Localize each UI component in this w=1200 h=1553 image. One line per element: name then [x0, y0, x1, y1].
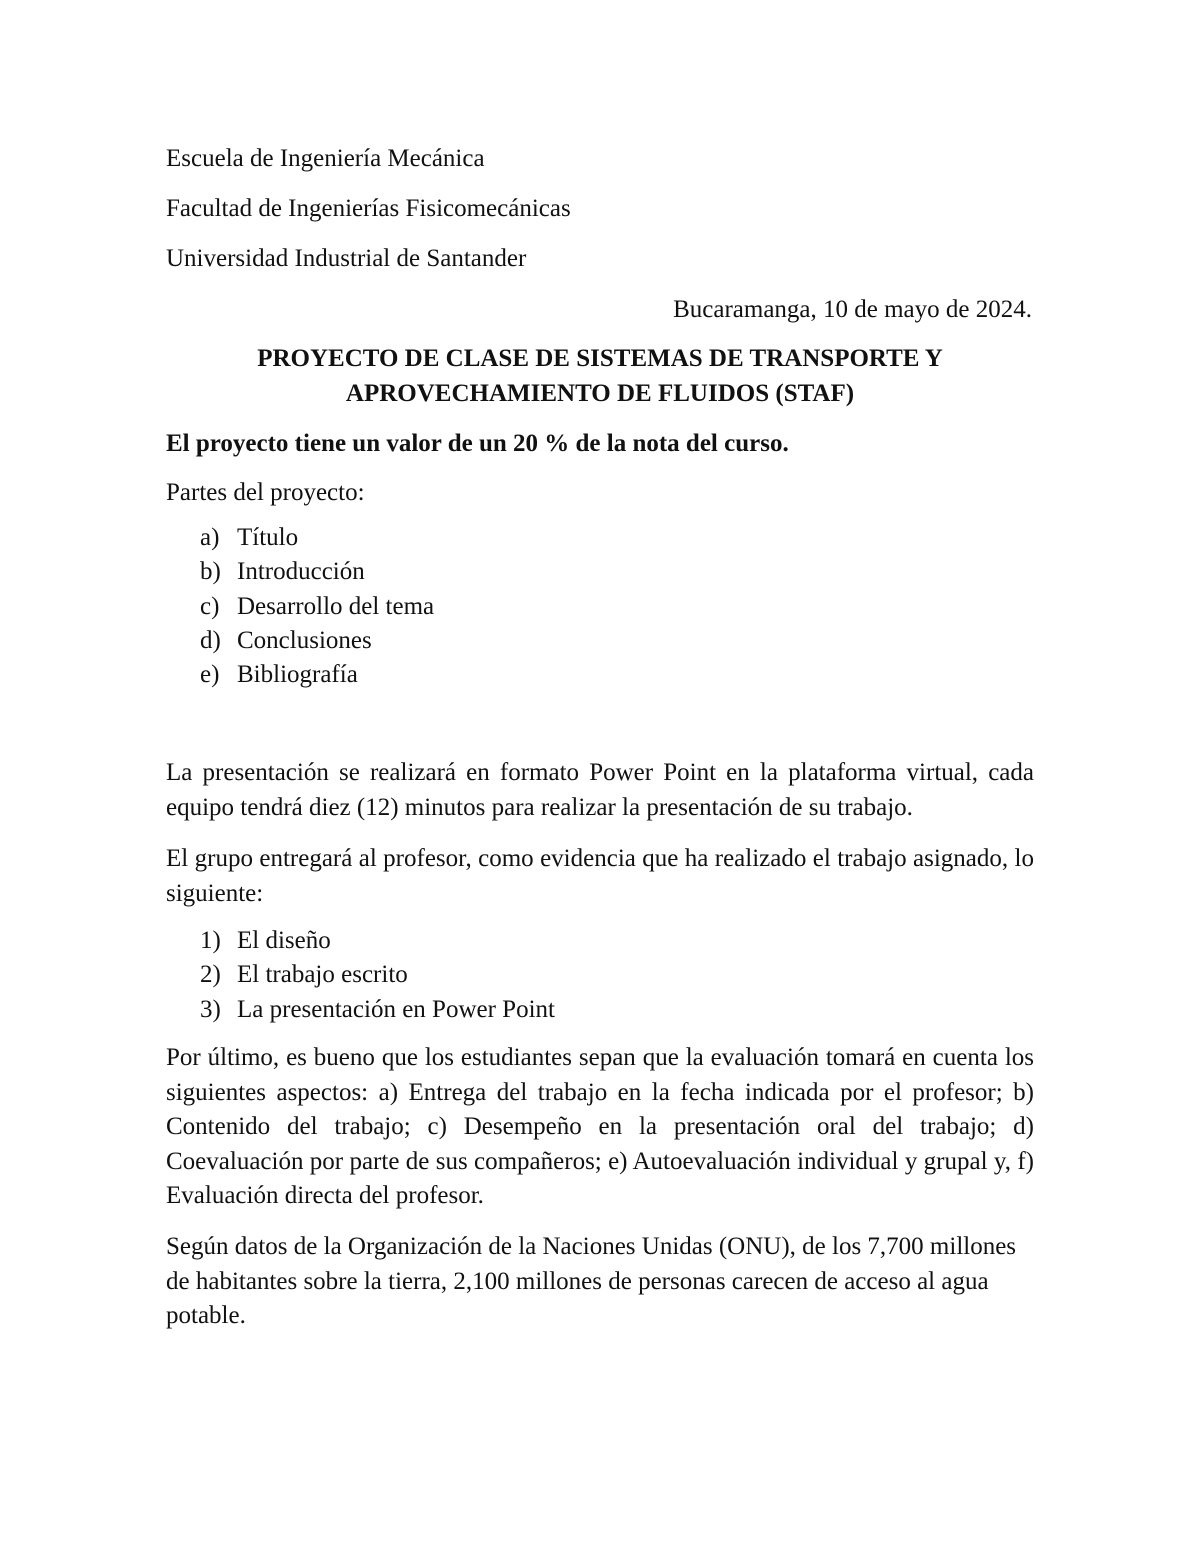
list-marker: c)	[200, 592, 220, 620]
list-marker: a)	[200, 524, 220, 551]
list-marker: 1)	[200, 927, 221, 954]
list-item	[200, 658, 434, 692]
list-item-text: El diseño	[237, 927, 331, 954]
list-item-text: Desarrollo del tema	[237, 592, 435, 620]
list-item	[200, 958, 555, 992]
list-item-text: Título	[237, 524, 299, 551]
list-item-text: La presentación en Power Point	[237, 995, 555, 1023]
list-marker: d)	[200, 626, 221, 654]
list-item-text: Conclusiones	[237, 626, 372, 654]
list-item	[200, 924, 555, 958]
list-item	[200, 521, 434, 555]
deliverables-paragraph: El grupo entregará al profesor, como evidencia que ha realizado el trabajo asignado, lo siguiente:	[166, 845, 1034, 907]
list-marker: b)	[200, 558, 221, 586]
parts-list	[200, 521, 434, 692]
list-marker: e)	[200, 661, 220, 689]
value-statement: El proyecto tiene un valor de un 20 % de la nota del curso.	[166, 430, 789, 457]
university-name: Universidad Industrial de Santander	[166, 245, 527, 272]
evaluation-paragraph: Por último, es bueno que los estudiantes sepan que la evaluación tomará en cuenta los siguientes aspectos: a) Entrega del trabajo en la fecha indicada por el profesor; b) Contenido del trabajo; c) Desempeño en la presentación oral del trabajo; d) Coevaluación por parte de sus compañeros; e) Autoevaluación individual y grupal y, f) Evaluación directa del profesor.	[166, 1044, 1034, 1209]
deliverables-list	[200, 924, 555, 1027]
list-item	[200, 590, 434, 624]
onu-paragraph: Según datos de la Organización de la Naciones Unidas (ONU), de los 7,700 millones de habitantes sobre la tierra, 2,100 millones de personas carecen de acceso al agua potable.	[166, 1233, 1017, 1329]
list-item	[200, 555, 434, 589]
list-item-text: Bibliografía	[237, 661, 358, 689]
list-marker: 3)	[200, 995, 221, 1023]
document-date: Bucaramanga, 10 de mayo de 2024.	[673, 296, 1032, 323]
document-title-line-2: APROVECHAMIENTO DE FLUIDOS (STAF)	[345, 380, 855, 407]
list-item-text: Introducción	[237, 558, 365, 586]
list-marker: 2)	[200, 961, 221, 989]
parts-heading: Partes del proyecto:	[166, 479, 365, 506]
faculty-name: Facultad de Ingenierías Fisicomecánicas	[166, 195, 571, 222]
list-item	[200, 624, 434, 658]
presentation-paragraph: La presentación se realizará en formato Power Point en la plataforma virtual, cada equipo tendrá diez (12) minutos para realizar la presentación de su trabajo.	[166, 759, 1034, 821]
document-title-line-1: PROYECTO DE CLASE DE SISTEMAS DE TRANSPORTE Y	[257, 345, 943, 372]
list-item-text: El trabajo escrito	[237, 961, 408, 989]
list-item	[200, 993, 555, 1027]
school-name: Escuela de Ingeniería Mecánica	[166, 145, 485, 172]
